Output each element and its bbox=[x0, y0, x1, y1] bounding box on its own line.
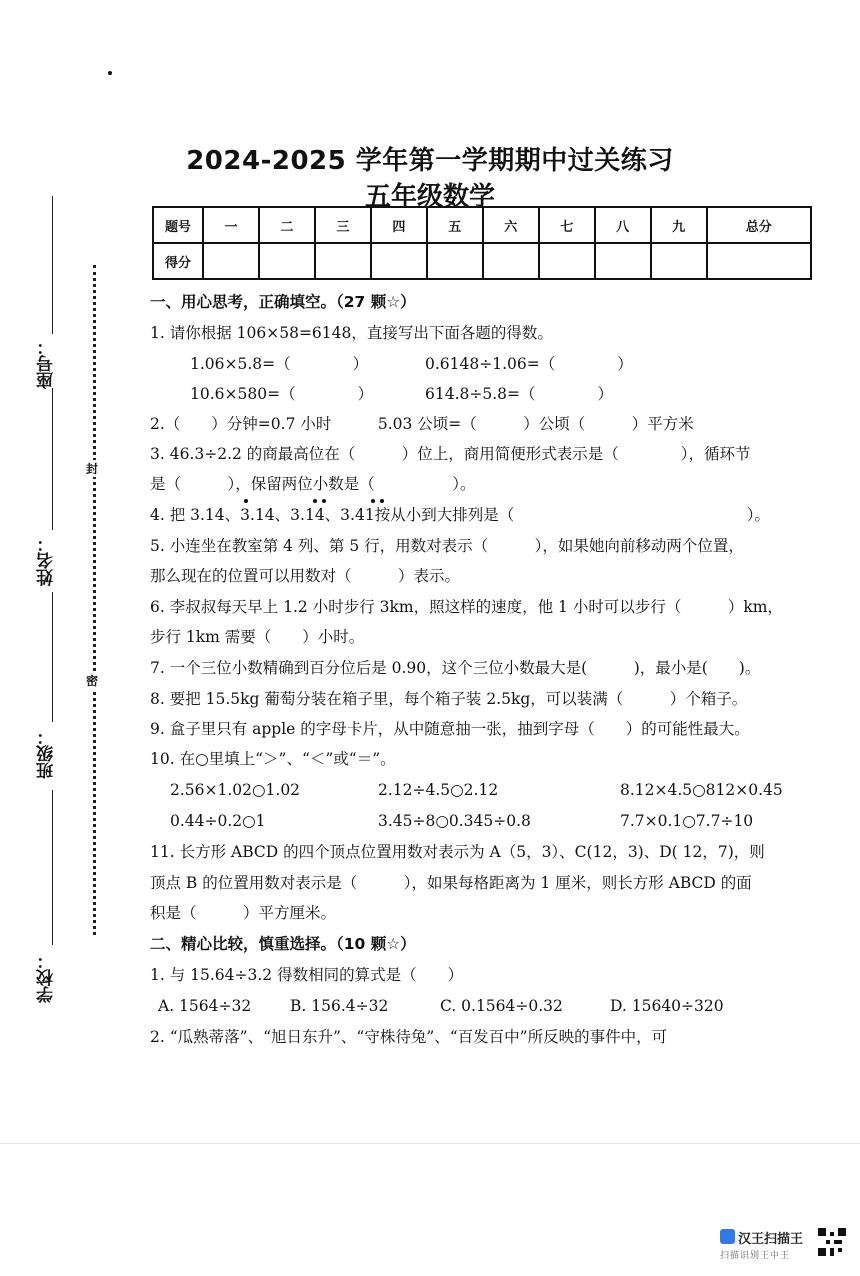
section2-heading: 二、精心比较，慎重选择。（10 颗☆） bbox=[150, 935, 416, 953]
question-6-line2: 步行 1km 需要（ ）小时。 bbox=[150, 628, 365, 646]
repeating-dot bbox=[380, 499, 384, 503]
score-header-cell: 六 bbox=[483, 207, 539, 243]
question-3-line1: 3. 46.3÷2.2 的商最高位在（ ）位上，商用简便形式表示是（ ），循环节 bbox=[150, 445, 751, 463]
class-label: 班级： bbox=[37, 728, 57, 779]
question-5-line2: 那么现在的位置可以用数对（ ）表示。 bbox=[150, 567, 461, 585]
choice-question-1: 1. 与 15.64÷3.2 得数相同的算式是（ ） bbox=[150, 966, 464, 984]
compare-item: 7.7×0.1○7.7÷10 bbox=[620, 812, 754, 830]
score-cell[interactable] bbox=[707, 243, 811, 279]
scan-speck bbox=[108, 71, 112, 75]
repeating-dot bbox=[371, 499, 375, 503]
question-1b: 0.6148÷1.06=（ ） bbox=[425, 355, 633, 373]
question-11-line3: 积是（ ）平方厘米。 bbox=[150, 904, 337, 922]
score-table-score-row bbox=[153, 243, 811, 279]
section1-heading: 一、用心思考，正确填空。（27 颗☆） bbox=[150, 293, 416, 311]
score-table bbox=[152, 206, 812, 280]
score-header-cell: 八 bbox=[595, 207, 651, 243]
question-11-line1: 11. 长方形 ABCD 的四个顶点位置用数对表示为 A（5，3）、C(12，3)、D( 12，7)，则 bbox=[150, 843, 765, 861]
question-10: 10. 在○里填上“＞”、“＜”或“＝”。 bbox=[150, 750, 396, 768]
question-4: 4. 把 3.14、3.14、3.14、3.41按从小到大排列是（ ）。 bbox=[150, 506, 770, 524]
scanner-logo-icon bbox=[720, 1229, 735, 1244]
score-cell[interactable] bbox=[483, 243, 539, 279]
score-table-header-row bbox=[153, 207, 811, 243]
question-1: 1. 请你根据 106×58=6148，直接写出下面各题的得数。 bbox=[150, 324, 553, 342]
score-header-cell: 三 bbox=[315, 207, 371, 243]
score-header-cell: 题号 bbox=[153, 207, 203, 243]
question-2: 2.（ ）分钟=0.7 小时 5.03 公顷=（ ）公顷（ ）平方米 bbox=[150, 415, 694, 433]
question-1d: 614.8÷5.8=（ ） bbox=[425, 385, 613, 403]
score-header-cell: 一 bbox=[203, 207, 259, 243]
question-3-line2: 是（ ），保留两位小数是（ ）。 bbox=[150, 475, 476, 493]
score-cell[interactable] bbox=[651, 243, 707, 279]
seal-char: 密 bbox=[86, 674, 99, 688]
school-label: 学校： bbox=[37, 952, 57, 1003]
qr-code-icon bbox=[818, 1228, 846, 1256]
school-write-line[interactable] bbox=[52, 790, 53, 945]
question-6-line1: 6. 李叔叔每天早上 1.2 小时步行 3km，照这样的速度，他 1 小时可以步行（ ）km， bbox=[150, 598, 783, 616]
seat-write-line[interactable] bbox=[52, 196, 53, 334]
page-divider bbox=[0, 1143, 860, 1144]
score-header-cell: 四 bbox=[371, 207, 427, 243]
seal-dotted-line bbox=[93, 265, 96, 935]
choice-option-d: D. 15640÷320 bbox=[610, 997, 724, 1015]
seal-char: 封 bbox=[86, 462, 99, 476]
score-header-cell: 九 bbox=[651, 207, 707, 243]
name-write-line[interactable] bbox=[52, 388, 53, 530]
choice-question-2: 2. “瓜熟蒂落”、“旭日东升”、“守株待兔”、“百发百中”所反映的事件中，可 bbox=[150, 1028, 668, 1046]
score-header-cell: 七 bbox=[539, 207, 595, 243]
compare-item: 2.12÷4.5○2.12 bbox=[378, 781, 499, 799]
compare-item: 8.12×4.5○812×0.45 bbox=[620, 781, 783, 799]
repeating-dot bbox=[313, 499, 317, 503]
score-row-label: 得分 bbox=[153, 243, 203, 279]
question-5-line1: 5. 小连坐在教室第 4 列、第 5 行，用数对表示（ ），如果她向前移动两个位置， bbox=[150, 537, 744, 555]
score-cell[interactable] bbox=[539, 243, 595, 279]
question-7: 7. 一个三位小数精确到百分位后是 0.90，这个三位小数最大是( )，最小是( )。 bbox=[150, 659, 761, 677]
scanner-name: 汉王扫描王 bbox=[738, 1232, 804, 1247]
choice-option-b: B. 156.4÷32 bbox=[290, 997, 389, 1015]
score-cell[interactable] bbox=[371, 243, 427, 279]
question-9: 9. 盒子里只有 apple 的字母卡片，从中随意抽一张，抽到字母（ ）的可能性最大。 bbox=[150, 720, 750, 738]
score-header-cell: 五 bbox=[427, 207, 483, 243]
seat-label: 座号： bbox=[37, 338, 57, 389]
score-cell[interactable] bbox=[427, 243, 483, 279]
question-1a: 1.06×5.8=（ ） bbox=[190, 355, 369, 373]
compare-item: 2.56×1.02○1.02 bbox=[170, 781, 301, 799]
question-11-line2: 顶点 B 的位置用数对表示是（ ），如果每格距离为 1 厘米，则长方形 ABCD 的面 bbox=[150, 874, 752, 892]
score-cell[interactable] bbox=[315, 243, 371, 279]
question-1c: 10.6×580=（ ） bbox=[190, 385, 374, 403]
scanner-slogan: 扫描识别王中王 bbox=[720, 1251, 791, 1261]
score-cell[interactable] bbox=[259, 243, 315, 279]
exam-title: 2024-2025 学年第一学期期中过关练习 bbox=[186, 146, 674, 176]
repeating-dot bbox=[322, 499, 326, 503]
score-cell[interactable] bbox=[203, 243, 259, 279]
compare-item: 0.44÷0.2○1 bbox=[170, 812, 266, 830]
score-header-cell: 总分 bbox=[707, 207, 811, 243]
compare-item: 3.45÷8○0.345÷0.8 bbox=[378, 812, 531, 830]
exam-subtitle: 五年级数学 bbox=[364, 182, 495, 212]
repeating-dot bbox=[244, 499, 248, 503]
choice-option-c: C. 0.1564÷0.32 bbox=[440, 997, 563, 1015]
score-cell[interactable] bbox=[595, 243, 651, 279]
class-write-line[interactable] bbox=[52, 592, 53, 722]
name-label: 姓名： bbox=[37, 535, 57, 586]
choice-option-a: A. 1564÷32 bbox=[158, 997, 252, 1015]
question-8: 8. 要把 15.5kg 葡萄分装在箱子里，每个箱子装 2.5kg，可以装满（ ）个箱子。 bbox=[150, 690, 748, 708]
score-header-cell: 二 bbox=[259, 207, 315, 243]
